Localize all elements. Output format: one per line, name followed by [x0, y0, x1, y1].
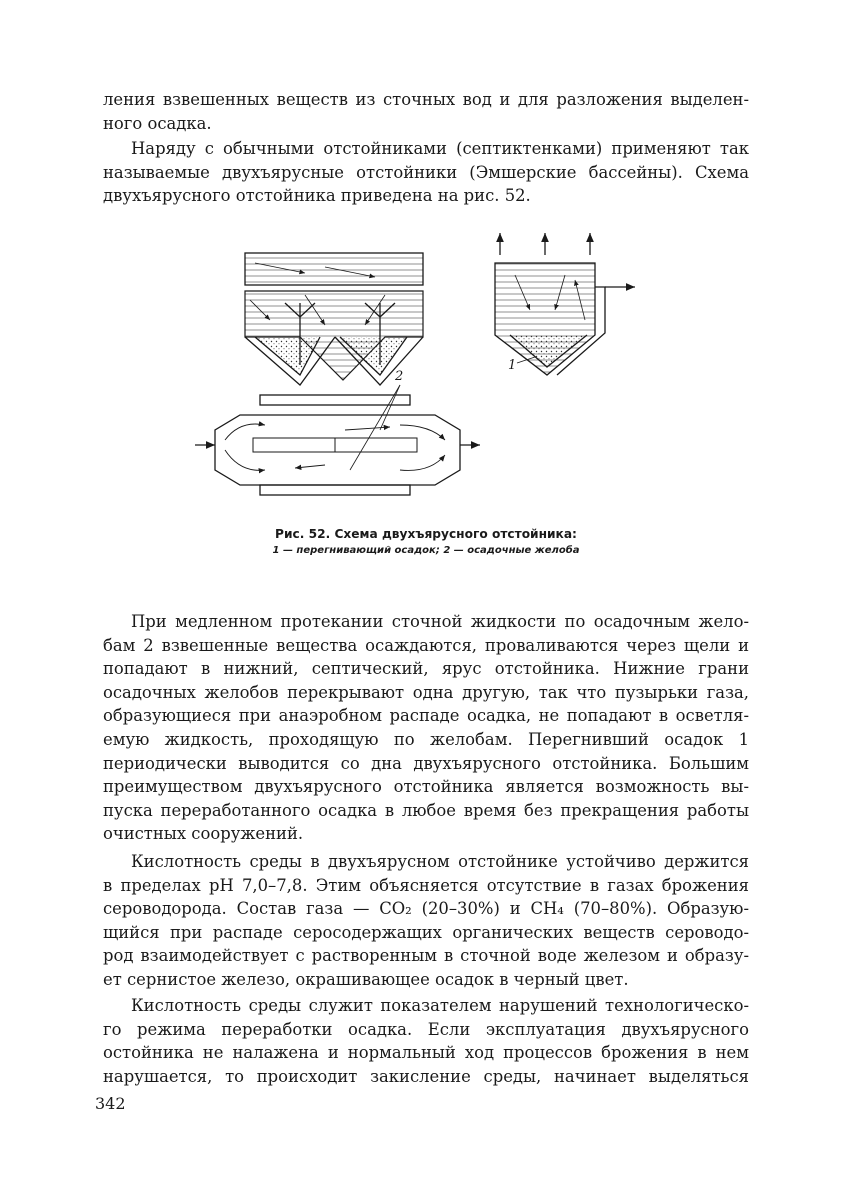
text-line: остойника не налажена и нормальный ход процессов брожения в нем [103, 1043, 749, 1063]
text-line: осадочных желобов перекрывают одна другую, так что пузырьки газа, [103, 682, 749, 702]
figure-label-1: 1 [508, 358, 517, 373]
text-line: Кислотность среды служит показателем нарушений технологическо- [131, 996, 749, 1015]
cross-section-view [495, 233, 635, 375]
text-line: емую жидкость, проходящую по желобам. Перегнивший осадок 1 [103, 729, 749, 749]
section-view [245, 253, 423, 385]
figure-caption-legend: 1 — перегнивающий осадок; 2 — осадочные желоба [272, 545, 580, 556]
paragraph-5 [103, 994, 749, 1088]
text-line: образующиеся при анаэробном распаде осадка, не попадают в осветля- [103, 706, 749, 726]
paragraph-2 [103, 137, 749, 208]
text-line: пуска переработанного осадка в любое время без прекращения работы [103, 800, 749, 820]
text-line: в пределах pH 7,0–7,8. Этим объясняется отсутствие в газах брожения [103, 875, 749, 895]
text-line: нарушается, то происходит закисление среды, начинает выделяться [103, 1066, 749, 1086]
page-number: 342 [95, 1094, 126, 1113]
text-line: При медленном протекании сточной жидкости по осадочным жело- [131, 612, 749, 631]
text-line: го режима переработки осадка. Если эксплуатация двухъярусного [103, 1019, 749, 1039]
text-line: периодически выводится со дна двухъярусного отстойника. Большим [103, 753, 749, 773]
plan-view [195, 385, 480, 495]
text-line: двухъярусного отстойника приведена на рис. 52. [103, 186, 531, 206]
text-line: ления взвешенных веществ из сточных вод и для разложения выделен- [103, 90, 749, 109]
paragraph-3 [103, 610, 749, 846]
text-line: сероводорода. Состав газа — CO₂ (20–30%) и CH₄ (70–80%). Образую- [103, 899, 749, 919]
settler-diagram [195, 225, 650, 510]
text-line: Кислотность среды в двухъярусном отстойнике устойчиво держится [131, 852, 749, 871]
text-line: очистных сооружений. [103, 824, 304, 844]
text-line: Наряду с обычными отстойниками (септиктенками) применяют так [131, 139, 749, 158]
paragraph-1 [103, 88, 749, 135]
text-line: бам 2 взвешенные вещества осаждаются, проваливаются через щели и [103, 635, 749, 655]
figure-label-2: 2 [395, 369, 404, 384]
text-line: ного осадка. [103, 113, 212, 133]
text-line: попадают в нижний, септический, ярус отстойника. Нижние грани [103, 659, 749, 679]
text-line: род взаимодействует с растворенным в сточной воде железом и образу- [103, 946, 749, 966]
text-line: называемые двухъярусные отстойники (Эмшерские бассейны). Схема [103, 162, 749, 182]
paragraph-4 [103, 850, 749, 992]
figure-caption-title: Рис. 52. Схема двухъярусного отстойника: [275, 527, 577, 541]
text-line: ет сернистое железо, окрашивающее осадок в черный цвет. [103, 969, 629, 989]
text-line: преимуществом двухъярусного отстойника является возможность вы- [103, 777, 749, 797]
text-line: щийся при распаде серосодержащих органических веществ сероводо- [103, 922, 749, 942]
